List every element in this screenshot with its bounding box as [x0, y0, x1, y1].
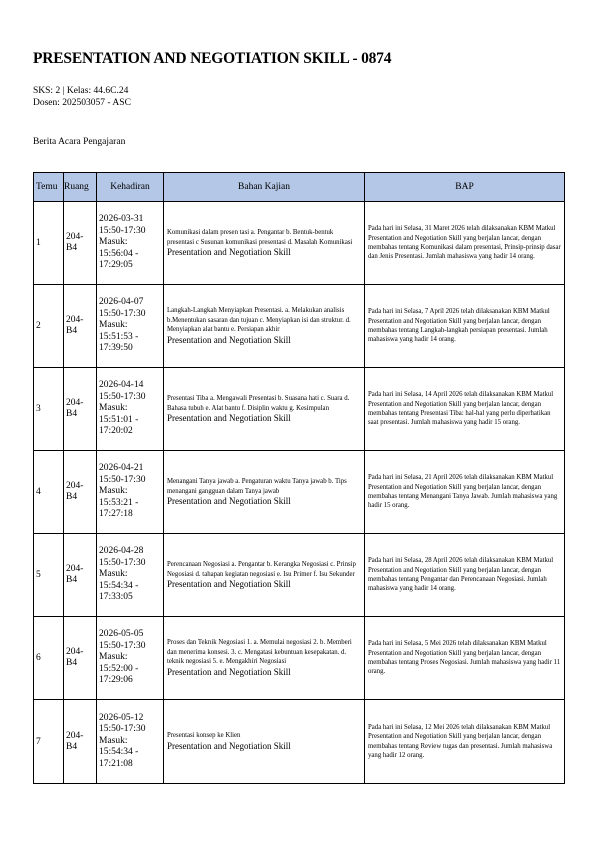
table-row	[34, 700, 565, 784]
temu-value: 5	[36, 570, 41, 580]
bap-cell	[365, 285, 565, 368]
kehadiran-cell	[97, 617, 164, 700]
temu-value: 2	[36, 321, 41, 331]
temu-cell	[34, 534, 64, 617]
bap-text: Pada hari ini Selasa, 7 April 2026 telah dilaksanakan KBM Matkul Presentation and Negotiation Skill yang berjalan lancar, dengan membahas tentang Langkah-langkah persiapan presentasi. Jumlah mahasiswa yang hadir 14 orang.	[368, 308, 550, 344]
bahan-kajian-text: Menangani Tanya jawab a. Pengaturan waktu Tanya jawab b. Tips menangani gangguan dalam Tanya jawab	[167, 478, 347, 495]
matkul-name: Presentation and Negotiation Skill	[167, 495, 291, 506]
bahan-kajian-text: Presentasi Tiba a. Mengawali Presentasi b. Suasana hati c. Suara d. Bahasa tubuh e. Alat bantu f. Disiplin waktu g. Kesimpulan	[167, 395, 350, 412]
bap-text: Pada hari ini Selasa, 12 Mei 2026 telah dilaksanakan KBM Matkul Presentation and Negotiation Skill yang berjalan lancar, dengan membahas tentang Review tugas dan presentasi. Jumlah mahasiswa yang hadir 12 orang.	[368, 723, 553, 759]
matkul-name: Presentation and Negotiation Skill	[167, 412, 291, 423]
kehadiran-value: 2026-04-21 15:50-17:30 Masuk: 15:53:21 - 17:27:18	[99, 463, 146, 520]
ruang-cell	[64, 285, 97, 368]
bahan-kajian-cell	[164, 451, 365, 534]
temu-cell	[34, 617, 64, 700]
bahan-kajian-cell	[164, 617, 365, 700]
bahan-kajian-cell	[164, 202, 365, 285]
ruang-cell	[64, 700, 97, 784]
bap-text: Pada hari ini Selasa, 5 Mei 2026 telah dilaksanakan KBM Matkul Presentation and Negotiation Skill yang berjalan lancar, dengan membahas tentang Proses Negosiasi. Jumlah mahasiswa yang hadir 11 orang.	[368, 640, 561, 676]
kehadiran-cell	[97, 534, 164, 617]
ruang-cell	[64, 534, 97, 617]
table-row	[34, 617, 565, 700]
bahan-kajian-cell	[164, 368, 365, 451]
matkul-name: Presentation and Negotiation Skill	[167, 666, 291, 677]
table-row	[34, 534, 565, 617]
table-row	[34, 451, 565, 534]
temu-value: 4	[36, 487, 41, 497]
bahan-kajian-cell	[164, 534, 365, 617]
temu-cell	[34, 202, 64, 285]
ruang-cell	[64, 368, 97, 451]
bahan-kajian-text: Perencanaan Negosiasi a. Pengantar b. Kerangka Negosiasi c. Prinsip Negosiasi d. tahapan kegiatan negosiasi e. Isu Primer f. Isu Sekunder	[167, 561, 356, 578]
temu-value: 7	[36, 736, 41, 747]
bahan-kajian-text: Langkah-Langkah Menyiapkan Presentasi. a. Melakukan analisis b.Menentukan sasaran dan tujuan c. Menyiapkan isi dan struktur. d. Menyiapkan alat bantu e. Persiapan akhir	[167, 307, 351, 334]
temu-cell	[34, 368, 64, 451]
bap-text: Pada hari ini Selasa, 28 April 2026 telah dilaksanakan KBM Matkul Presentation and Negotiation Skill yang berjalan lancar, dengan membahas tentang Pengantar dan Perencanaan Negosiasi. Jumlah mahasiswa yang hadir 14 orang.	[368, 557, 554, 593]
bap-cell	[365, 617, 565, 700]
dosen-info: Dosen: 202503057 - ASC	[33, 98, 131, 108]
matkul-name: Presentation and Negotiation Skill	[167, 246, 291, 257]
ruang-value: 204- B4	[66, 564, 84, 585]
kehadiran-cell	[97, 202, 164, 285]
bahan-kajian-text: Presentasi konsep ke Klien	[167, 732, 241, 740]
bap-cell	[365, 202, 565, 285]
bap-text: Pada hari ini Selasa, 14 April 2026 telah dilaksanakan KBM Matkul Presentation and Negotiation Skill yang berjalan lancar, dengan membahas tentang Presentasi Tiba: hal-hal yang perlu diperhatikan saat presentasi. Jumlah mahasiswa yang hadir 15 orang.	[368, 391, 554, 427]
header-bap: BAP	[365, 173, 565, 202]
matkul-name: Presentation and Negotiation Skill	[167, 740, 291, 751]
ruang-value: 204- B4	[66, 730, 84, 752]
bap-text: Pada hari ini Selasa, 21 April 2026 telah dilaksanakan KBM Matkul Presentation and Negotiation Skill yang berjalan lancar, dengan membahas tentang Menangani Tanya Jawab. Jumlah mahasiswa yang hadir 15 orang.	[368, 474, 558, 510]
temu-value: 6	[36, 653, 41, 663]
table-row	[34, 368, 565, 451]
temu-value: 1	[36, 238, 41, 248]
kehadiran-cell	[97, 451, 164, 534]
kehadiran-value: 2026-04-07 15:50-17:30 Masuk: 15:51:53 - 17:39:50	[99, 297, 146, 354]
table-row	[34, 202, 565, 285]
bap-cell	[365, 368, 565, 451]
temu-value: 3	[36, 404, 41, 414]
ruang-value: 204- B4	[66, 232, 84, 253]
bahan-kajian-cell	[164, 285, 365, 368]
sks-kelas-info: SKS: 2 | Kelas: 44.6C.24	[33, 86, 129, 96]
bahan-kajian-text: Komunikasi dalam presen tasi a. Pengantar b. Bentuk-bentuk presentasi c Susunan komunikasi presentasi d. Masalah Komunikasi	[167, 229, 353, 246]
kehadiran-cell	[97, 285, 164, 368]
kehadiran-value: 2026-03-31 15:50-17:30 Masuk: 15:56:04 - 17:29:05	[99, 214, 146, 271]
temu-cell	[34, 700, 64, 784]
matkul-name: Presentation and Negotiation Skill	[167, 334, 291, 345]
header-bahan-kajian: Bahan Kajian	[164, 173, 365, 202]
temu-cell	[34, 451, 64, 534]
table-header-row	[34, 173, 565, 202]
kehadiran-cell	[97, 368, 164, 451]
header-temu: Temu	[34, 173, 64, 202]
header-ruang: Ruang	[64, 173, 97, 202]
bap-table	[33, 172, 565, 784]
bap-cell	[365, 700, 565, 784]
table-row	[34, 285, 565, 368]
ruang-value: 204- B4	[66, 398, 84, 419]
kehadiran-value: 2026-04-28 15:50-17:30 Masuk: 15:54:34 - 17:33:05	[99, 546, 146, 603]
kehadiran-value: 2026-04-14 15:50-17:30 Masuk: 15:51:01 - 17:20:02	[99, 380, 146, 437]
bahan-kajian-cell	[164, 700, 365, 784]
header-kehadiran: Kehadiran	[97, 173, 164, 202]
ruang-value: 204- B4	[66, 647, 84, 668]
ruang-value: 204- B4	[66, 315, 84, 336]
bap-cell	[365, 451, 565, 534]
ruang-cell	[64, 617, 97, 700]
ruang-cell	[64, 451, 97, 534]
bahan-kajian-text: Proses dan Teknik Negosiasi 1. a. Memulai negosiasi 2. b. Memberi dan menerima konsesi. 3. c. Mengatasi kebuntuan kesepakatan. d. teknik negosiasi 5. e. Mengakhiri Negosiasi	[167, 639, 352, 666]
ruang-cell	[64, 202, 97, 285]
bap-cell	[365, 534, 565, 617]
section-title: Berita Acara Pengajaran	[33, 137, 126, 147]
matkul-name: Presentation and Negotiation Skill	[167, 578, 291, 589]
kehadiran-cell	[97, 700, 164, 784]
temu-cell	[34, 285, 64, 368]
kehadiran-value: 2026-05-12 15:50-17:30 Masuk: 15:54:34 - 17:21:08	[99, 712, 146, 769]
kehadiran-value: 2026-05-05 15:50-17:30 Masuk: 15:52:00 - 17:29:06	[99, 629, 146, 686]
ruang-value: 204- B4	[66, 481, 84, 502]
bap-text: Pada hari ini Selasa, 31 Maret 2026 telah dilaksanakan KBM Matkul Presentation and Negotiation Skill yang berjalan lancar, dengan membahas tentang Komunikasi dalam presentasi, Prinsip-prinsip dasar dan Jenis Presentasi. Jumlah mahasiswa yang hadir 14 orang.	[368, 225, 561, 261]
course-title: PRESENTATION AND NEGOTIATION SKILL - 0874	[33, 50, 392, 67]
